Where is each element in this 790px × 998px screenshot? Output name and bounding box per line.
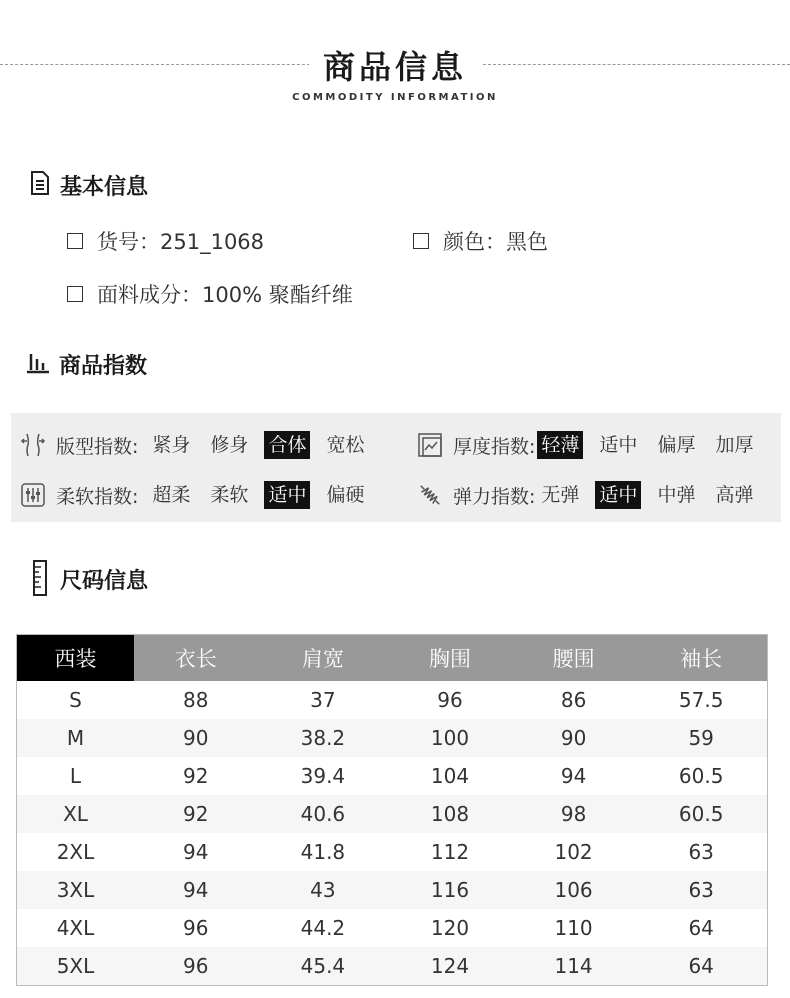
table-cell: 57.5 (678, 688, 724, 712)
table-cell: 86 (560, 688, 587, 712)
elasticity-index (417, 480, 757, 510)
table-cell: S (69, 688, 82, 712)
table-cell: L (69, 764, 82, 788)
header-cell-waist: 腰围 (512, 635, 636, 682)
elasticity-option-high: 高弹 (715, 484, 754, 506)
bar-chart-icon (26, 350, 50, 374)
header-cell-suit: 西装 (17, 635, 135, 682)
table-cell: 108 (388, 795, 512, 833)
thickness-option-thin: 轻薄 (537, 431, 583, 459)
checkbox-icon (67, 233, 83, 249)
table-cell: 41.8 (300, 840, 346, 864)
table-cell: 59 (635, 719, 767, 757)
table-cell: 104 (430, 764, 470, 788)
softness-option-hard: 偏硬 (326, 484, 365, 506)
checkbox-icon (67, 286, 83, 302)
table-cell: M (17, 719, 135, 757)
thickness-option-thick: 偏厚 (657, 434, 696, 456)
table-cell: 94 (134, 871, 258, 909)
table-cell: 5XL (17, 947, 135, 986)
table-cell: 90 (512, 719, 636, 757)
table-cell: 39.4 (300, 764, 346, 788)
fit-index (20, 430, 380, 460)
table-cell: 98 (512, 795, 636, 833)
thickness-index-label: 厚度指数: (453, 435, 536, 458)
table-cell: 94 (560, 764, 587, 788)
fit-index-label: 版型指数: (56, 435, 139, 458)
table-cell: 40.6 (258, 795, 389, 833)
fit-option-tight: 紧身 (152, 434, 191, 456)
table-row (17, 871, 768, 909)
table-cell: 90 (134, 719, 258, 757)
elasticity-option-medium: 中弹 (657, 484, 696, 506)
softness-index (20, 480, 380, 510)
color-text: 颜色：黑色 (443, 230, 548, 254)
table-cell: 100 (388, 719, 512, 757)
header-cell-chest: 胸围 (388, 635, 512, 682)
table-row (17, 681, 768, 719)
table-row (17, 719, 768, 757)
softness-icon (20, 482, 46, 508)
table-cell: 4XL (56, 916, 95, 940)
softness-index-label: 柔软指数: (56, 485, 139, 508)
table-cell: 2XL (56, 840, 95, 864)
table-cell: 96 (183, 916, 209, 940)
table-cell: 45.4 (258, 947, 389, 986)
table-cell: 96 (134, 947, 258, 986)
header-cell-sleeve: 袖长 (635, 635, 767, 682)
elasticity-icon (417, 482, 443, 508)
softness-option-soft: 柔软 (210, 484, 249, 506)
table-cell: 60.5 (678, 764, 724, 788)
table-cell: 38.2 (258, 719, 389, 757)
table-cell: 116 (388, 871, 512, 909)
header-cell-shoulder: 肩宽 (258, 635, 389, 682)
table-cell: 44.2 (300, 916, 346, 940)
table-cell: 3XL (17, 871, 135, 909)
size-table-header (17, 635, 768, 682)
ruler-icon (32, 560, 48, 596)
table-row (17, 947, 768, 986)
checkbox-icon (413, 233, 429, 249)
table-cell: 64 (688, 916, 714, 940)
table-row (17, 833, 768, 871)
fabric-text: 面料成分：100% 聚酯纤维 (97, 283, 353, 307)
elasticity-index-label: 弹力指数: (453, 485, 536, 508)
fit-option-slim: 修身 (210, 434, 249, 456)
elasticity-option-moderate: 适中 (595, 481, 641, 509)
table-cell: 110 (554, 916, 593, 940)
document-icon (30, 171, 50, 195)
table-cell: 120 (430, 916, 470, 940)
fit-icon (20, 432, 46, 458)
table-row (17, 757, 768, 795)
fit-option-loose: 宽松 (326, 434, 365, 456)
table-cell: 124 (388, 947, 512, 986)
thickness-option-extra-thick: 加厚 (715, 434, 754, 456)
table-cell: 63 (688, 840, 714, 864)
table-cell: 37 (310, 688, 336, 712)
table-cell: 64 (635, 947, 767, 986)
table-row (17, 795, 768, 833)
page-title: 商品信息 (0, 42, 790, 88)
page-subtitle: COMMODITY INFORMATION (292, 92, 498, 103)
table-cell: 88 (183, 688, 209, 712)
table-cell: 92 (183, 764, 209, 788)
table-cell: 92 (134, 795, 258, 833)
table-cell: 43 (258, 871, 389, 909)
thickness-index (417, 430, 757, 460)
fabric-info (67, 279, 353, 309)
thickness-icon (417, 432, 443, 458)
product-index-title: 商品指数 (59, 354, 148, 379)
size-info-title: 尺码信息 (60, 569, 149, 594)
softness-option-ultra-soft: 超柔 (152, 484, 191, 506)
table-cell: 94 (183, 840, 209, 864)
table-row (17, 909, 768, 947)
table-cell: 63 (635, 871, 767, 909)
table-cell: 60.5 (635, 795, 767, 833)
table-cell: 112 (430, 840, 470, 864)
table-cell: 114 (512, 947, 636, 986)
item-number (67, 226, 264, 256)
table-cell: 102 (554, 840, 593, 864)
size-table (16, 634, 768, 986)
item-number-text: 货号：251_1068 (97, 230, 265, 254)
header-cell-length: 衣长 (134, 635, 258, 682)
fit-option-regular: 合体 (264, 431, 310, 459)
table-cell: 96 (437, 688, 463, 712)
thickness-option-medium: 适中 (599, 434, 638, 456)
softness-option-medium: 适中 (264, 481, 310, 509)
table-cell: XL (17, 795, 135, 833)
table-cell: 106 (512, 871, 636, 909)
color-info (413, 226, 548, 256)
elasticity-option-none: 无弹 (541, 484, 580, 506)
basic-info-title: 基本信息 (60, 175, 149, 200)
